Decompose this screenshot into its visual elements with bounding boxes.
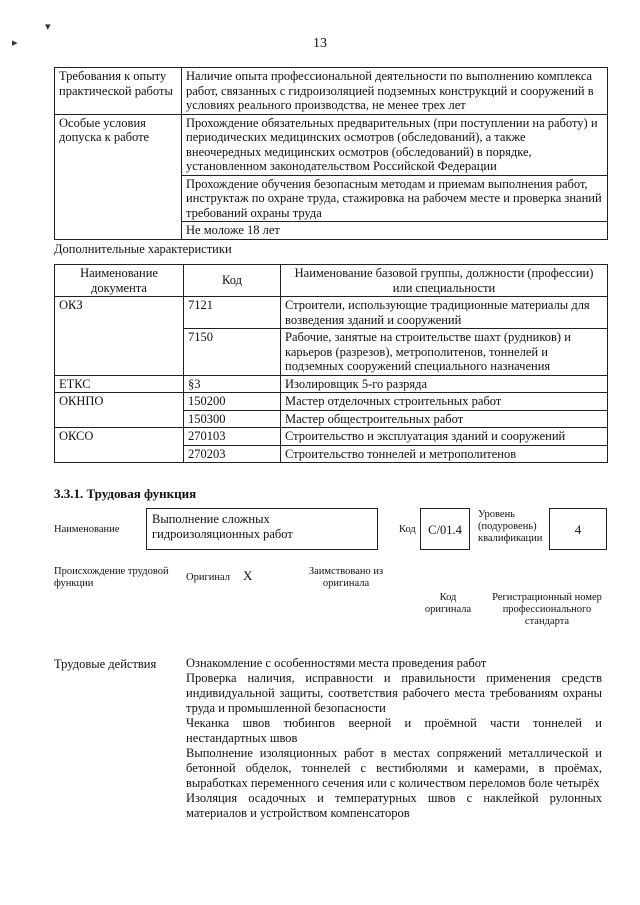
table-header-row <box>55 265 608 297</box>
cell-doc: ОКСО <box>55 428 184 463</box>
original-mark: X <box>243 568 253 583</box>
cell-doc: ОКНПО <box>55 393 184 428</box>
cell-name: Строительство тоннелей и метрополитенов <box>281 445 608 463</box>
orig-code-label: Код оригинала <box>424 592 472 615</box>
labor-actions-label: Трудовые действия <box>54 657 157 671</box>
cell-name: Рабочие, занятые на строительстве шахт (рудников) и карьеров (разрезов), метрополитенов, тоннелей и подземных сооружений специального назначения <box>281 329 608 376</box>
function-code-box <box>420 508 470 550</box>
origin-label: Происхождение трудовой функции <box>54 566 169 589</box>
cell-name: Изолировщик 5-го разряда <box>281 375 608 393</box>
header-document: Наименование документа <box>55 265 184 297</box>
function-code: С/01.4 <box>428 523 462 537</box>
table-row <box>55 428 608 446</box>
cell-doc: ЕТКС <box>55 375 184 393</box>
requirements-table <box>54 67 608 240</box>
function-name-box <box>146 508 378 550</box>
level-box <box>549 508 607 550</box>
table-row <box>55 375 608 393</box>
level-value: 4 <box>574 522 582 537</box>
cell-code: 270103 <box>184 428 281 446</box>
requirement-label: Особые условия допуска к работе <box>55 114 182 239</box>
cell-code: 7150 <box>184 329 281 376</box>
requirement-label: Требования к опыту практической работы <box>55 68 182 115</box>
cell-code: 7121 <box>184 297 281 329</box>
requirement-value: Наличие опыта профессиональной деятельности по выполнению комплекса работ, связанных с гидроизоляцией подземных конструкций и сооружений в условиях реального производства, не менее трех лет <box>182 68 608 115</box>
requirement-value: Не моложе 18 лет <box>182 222 608 240</box>
cell-name: Строители, использующие традиционные материалы для возведения зданий и сооружений <box>281 297 608 329</box>
requirement-value: Прохождение обучения безопасным методам и приемам выполнения работ, инструктаж по охране труда, стажировка на рабочем месте и проверка знаний требований охраны труда <box>182 175 608 222</box>
name-label: Наименование <box>54 524 120 535</box>
cell-doc: ОКЗ <box>55 297 184 376</box>
reg-num-label: Регистрационный номер профессионального стандарта <box>492 592 602 627</box>
additional-title: Дополнительные характеристики <box>54 242 232 256</box>
code-label: Код <box>399 524 416 535</box>
table-row <box>55 68 608 115</box>
list-item: Чеканка швов тюбингов веерной и проёмной части тоннелей и нестандартных швов <box>186 716 602 745</box>
cell-code: 270203 <box>184 445 281 463</box>
level-label: Уровень (подуровень) квалификации <box>478 509 543 544</box>
cell-name: Мастер отделочных строительных работ <box>281 393 608 411</box>
page-number: 13 <box>313 36 327 51</box>
cell-code: 150300 <box>184 410 281 428</box>
cell-name: Мастер общестроительных работ <box>281 410 608 428</box>
table-row <box>55 297 608 329</box>
cell-name: Строительство и эксплуатация зданий и сооружений <box>281 428 608 446</box>
cell-code: §3 <box>184 375 281 393</box>
table-row <box>55 114 608 175</box>
list-item: Проверка наличия, исправности и правильности применения средств индивидуальной защиты, соответствия рабочего места требованиям охраны труда и промышленной безопасности <box>186 671 602 715</box>
scan-mark: ▾ <box>45 21 51 33</box>
labor-actions-list <box>186 656 602 821</box>
table-row <box>55 393 608 411</box>
borrowed-label: Заимствовано из оригинала <box>308 566 384 589</box>
list-item: Выполнение изоляционных работ в местах сопряжений металлической и бетонной обделок, тоннелей с вестибюлями и камерами, в проёмах, выработках переменного сечения или с количеством переломов боле четырёх <box>186 746 602 790</box>
header-name: Наименование базовой группы, должности (профессии) или специальности <box>281 265 608 297</box>
scan-mark: ▸ <box>12 37 18 49</box>
list-item: Изоляция осадочных и температурных швов с наклейкой рулонных материалов и устройством компенсаторов <box>186 791 602 820</box>
list-item: Ознакомление с особенностями места проведения работ <box>186 656 487 670</box>
function-name: Выполнение сложных гидроизоляционных работ <box>152 512 293 541</box>
additional-table <box>54 264 608 463</box>
header-code: Код <box>184 265 281 297</box>
original-label: Оригинал <box>186 572 230 583</box>
cell-code: 150200 <box>184 393 281 411</box>
section-title: 3.3.1. Трудовая функция <box>54 486 197 501</box>
requirement-value: Прохождение обязательных предварительных (при поступлении на работу) и периодических медицинских осмотров (обследований), а также внеочередных медицинских осмотров (обследований) в порядке, установленном законодательством Российской Федерации <box>182 114 608 175</box>
